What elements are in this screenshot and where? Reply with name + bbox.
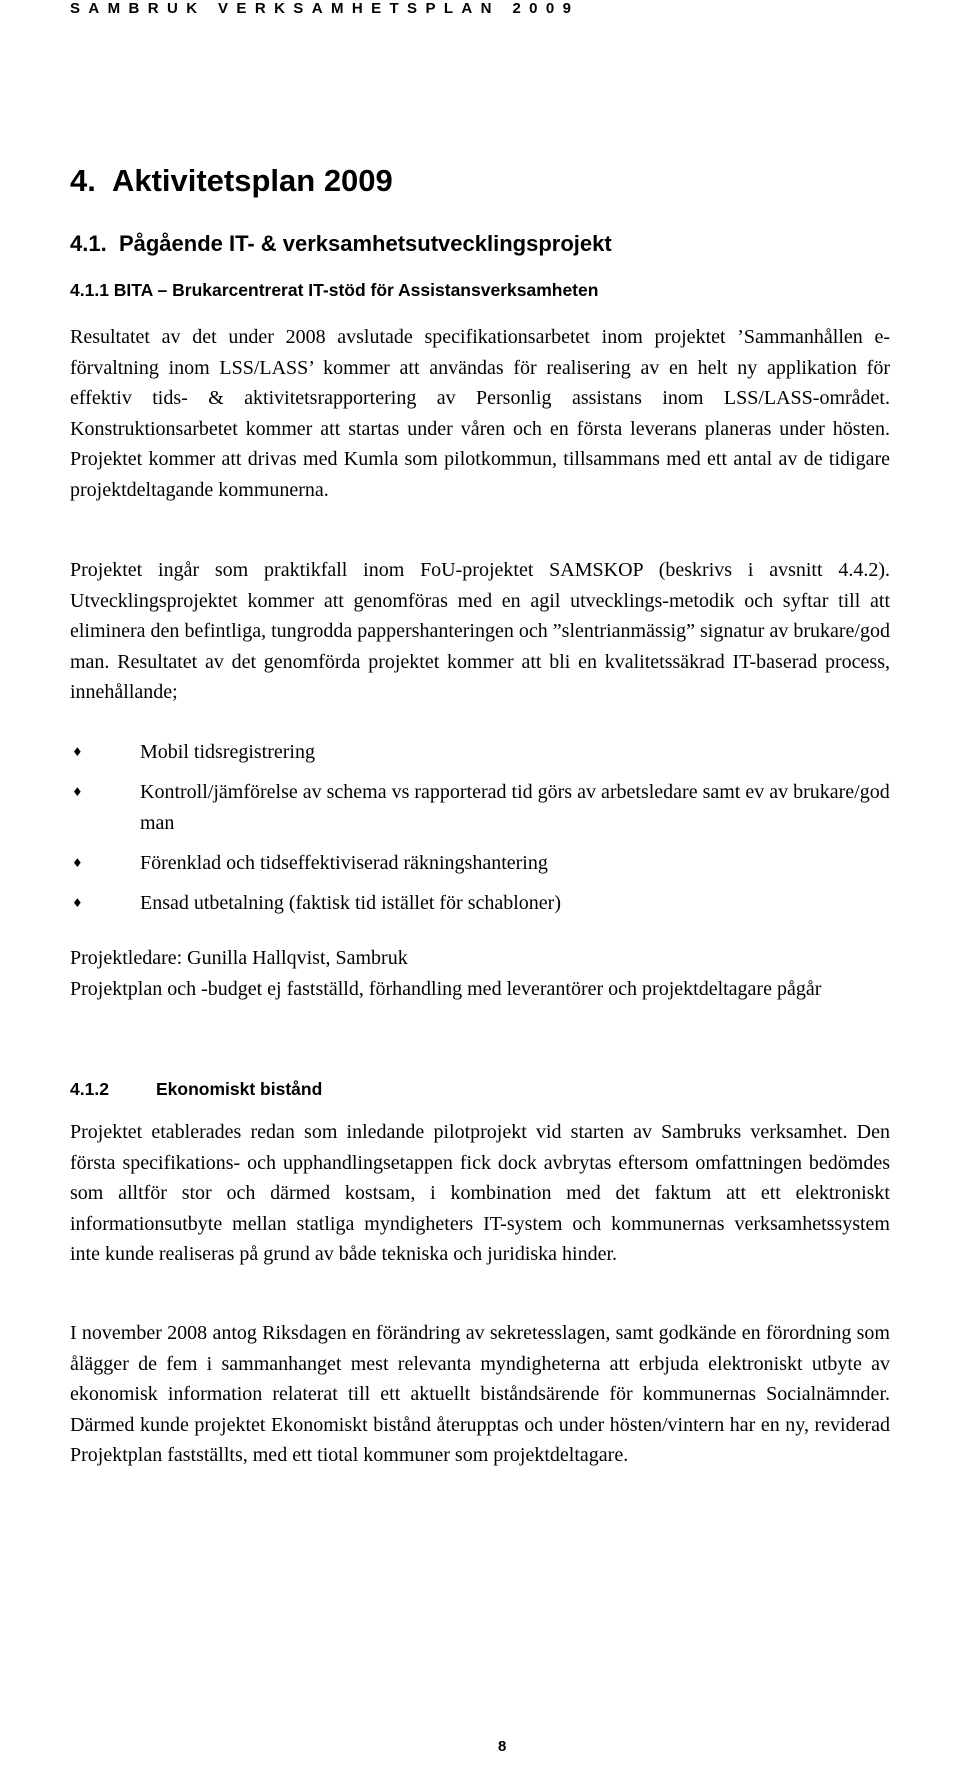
list-item: ♦ Mobil tidsregistrering	[70, 737, 890, 768]
list-item: ♦ Ensad utbetalning (faktisk tid istället för schabloner)	[70, 888, 890, 919]
bita-bullet-list	[70, 737, 890, 928]
bita-paragraph-2: Projektet ingår som praktikfall inom FoU-projektet SAMSKOP (beskrivs i avsnitt 4.4.2). Utvecklingsprojektet kommer att genomföras med en agil utvecklings-metodik och syftar till att eliminera den befintliga, tungrodda pappershanteringen och ”slentrianmässig” signatur av brukare/god man. Resultatet av det genomförda projektet kommer att bli en kvalitetssäkrad IT-baserad process, innehållande;	[70, 559, 890, 703]
bita-paragraph-1: Resultatet av det under 2008 avslutade specifikationsarbetet inom projektet ’Sammanhållen e-förvaltning inom LSS/LASS’ kommer att användas för realisering av en helt ny applikation för effektiv tids- & aktivitetsrapportering av Personlig assistans inom LSS/LASS-området. Konstruktionsarbetet kommer att startas under våren och en första leverans planeras under hösten. Projektet kommer att drivas med Kumla som pilotkommun, tillsammans med ett antal av de tidigare projektdeltagande kommunerna.	[70, 326, 890, 501]
project-status: Projektplan och -budget ej fastställd, förhandling med leverantörer och projektdeltagare pågår	[70, 978, 822, 1000]
section-number: 4.1.	[70, 231, 107, 256]
diamond-bullet-icon: ♦	[72, 785, 83, 799]
diamond-bullet-icon: ♦	[72, 745, 83, 759]
chapter-number: 4.	[70, 163, 96, 198]
subsection-number: 4.1.2	[70, 1079, 109, 1099]
ekonomiskt-paragraph-1: Projektet etablerades redan som inledande pilotprojekt vid starten av Sambruks verksamhet. Den första specifikations- och upphandlingsetappen fick dock avbrytas eftersom omfattningen bedömdes som alltför stor och därmed kostsam, i kombination med det faktum att ett elektroniskt informationsutbyte mellan statliga myndigheters IT-system och kommunernas verksamhetssystem inte kunde realiseras på grund av både tekniska och juridiska hinder.	[70, 1121, 890, 1265]
section-heading	[70, 231, 612, 257]
chapter-title: Aktivitetsplan 2009	[111, 163, 393, 198]
page-number: 8	[498, 1738, 507, 1755]
diamond-bullet-icon: ♦	[72, 895, 83, 910]
subsection-heading-ekonomiskt	[70, 1079, 322, 1100]
ekonomiskt-paragraph-2: I november 2008 antog Riksdagen en förändring av sekretesslagen, samt godkände en förordning som ålägger de fem i sammanhanget mest relevanta myndigheterna att erbjuda elektroniskt utbyte av ekonomisk information relaterat till ett aktuellt biståndsärende för kommunernas Socialnämnder. Därmed kunde projektet Ekonomiskt bistånd återupptas och under hösten/vintern har en ny, reviderad Projektplan fastställts, med ett tiotal kommuner som projektdeltagare.	[70, 1322, 890, 1466]
list-item: ♦ Förenklad och tidseffektiviserad räkningshantering	[70, 848, 890, 879]
running-header: SAMBRUK VERKSAMHETSPLAN 2009	[70, 0, 580, 17]
chapter-heading	[70, 163, 393, 199]
section-title: Pågående IT- & verksamhetsutvecklingsprojekt	[118, 231, 612, 256]
diamond-bullet-icon: ♦	[72, 855, 83, 870]
list-item: ♦ Kontroll/jämförelse av schema vs rapporterad tid görs av arbetsledare samt ev av brukare/god man	[70, 777, 890, 838]
project-leader: Projektledare: Gunilla Hallqvist, Sambruk	[70, 947, 408, 969]
subsection-title: Ekonomiskt bistånd	[156, 1079, 323, 1099]
subsection-heading-bita: 4.1.1 BITA – Brukarcentrerat IT-stöd för Assistansverksamheten	[70, 280, 599, 300]
